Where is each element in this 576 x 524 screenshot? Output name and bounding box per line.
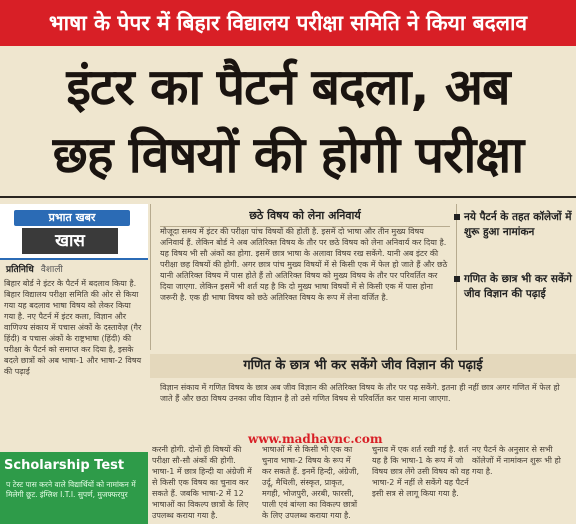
lower-column-2: भाषाओं में से किसी भी एक का चुनाव भाषा-2 विषय के रूप में कर सकते हैं. इनमें हिन्दी, अंग्रेजी, उर्दू, मैथिली, संस्कृत, प्राकृत, मगही, भोजपुरी, अरबी, फारसी, पाली एवं बांग्ला का विकल्प छात्रों के लिए उपलब्ध कराया गया है. (262, 445, 360, 520)
box-heading: छठे विषय को लेना अनिवार्य (160, 208, 450, 227)
watermark-url: www.madhavnc.com (248, 432, 383, 446)
callout-text: गणित के छात्र भी कर सकेंगे जीव विज्ञान की पढ़ाई (464, 273, 572, 300)
headline-divider (0, 196, 576, 198)
masthead-block (0, 204, 148, 260)
lower-column-4: नए पैटर्न के अनुसार से सभी कॉलेजों में नामांकन शुरू भी हो गया है. (472, 445, 561, 476)
column-rule-left (150, 204, 151, 350)
kicker-banner: भाषा के पेपर में बिहार विद्यालय परीक्षा समिति ने किया बदलाव (0, 0, 576, 46)
promo-text: प टेस्ट पास करने वाले विद्यार्थियों को नामांकन में मिलेगी छूट. इंग्लिश I.T.I. सुपर्ण, मुजफ्फरपुर (6, 480, 136, 499)
lower-column-1: करनी होगी. दोनों ही विषयों की परीक्षा सौ-सौ अंकों की होगी. भाषा-1 में छात्र हिन्दी या अंग्रेजी में से किसी एक विषय का चुनाव कर सकते हैं. जबकि भाषा-2 में 12 भाषाओं का विकल्प छात्रों के लिए उपलब्ध कराया गया है. (152, 445, 252, 520)
byline (6, 262, 63, 275)
bullet-icon (454, 214, 460, 220)
callout-text: नये पैटर्न के तहत कॉलेजों में शुरू हुआ नामांकन (464, 211, 572, 238)
sub-section-heading: गणित के छात्र भी कर सकेंगे जीव विज्ञान की पढ़ाई (150, 354, 576, 378)
box-body-text: मौजूदा समय में इंटर की परीक्षा पांच विषयों की होती है. इसमें दो भाषा और तीन मुख्य विषय अनिवार्य हैं. लेकिन बोर्ड ने अब अतिरिक्त विषय के तौर पर छठे विषय को लेना अनिवार्य कर दिया है. यह विषय भी सौ अंकों का होगा. इसमें छात्र भाषा के अलावा विषय रख सकेंगे. यानी अब इंटर की परीक्षा छह विषयों की होगी. अगर छात्र पांच मुख्य विषयों में से किसी एक में फेल हो जाते हैं और छठे यानी अतिरिक्त विषय में पास होते हैं तो अतिरिक्त विषय को मुख्य विषय के तौर पर परिवर्तित कर दिया जाएगा. लेकिन इसमें भी शर्त यह है कि दो मुख्य भाषा विषयों में से किसी एक में पास होना जरूरी है. एक ही भाषा विषय को छठे अतिरिक्त विषय के रूप में लेना वर्जित है. (160, 227, 448, 302)
lower-column-3: चुनाव में एक शर्त रखी गई है. शर्त यह है कि भाषा-1 के रूप में जो विषय छात्र लेंगे उसी विषय को वह भाषा-2 में नहीं ले सकेंगे यह पैटर्न इसी सत्र से लागू किया गया है. (372, 445, 470, 498)
callout-admission (464, 210, 572, 240)
headline-line-2: छह विषयों की होगी परीक्षा (52, 126, 524, 184)
callout-maths-biology (464, 272, 572, 302)
masthead-logo: प्रभात खबर (14, 210, 130, 226)
left-column-text: बिहार बोर्ड ने इंटर के पैटर्न में बदलाव किया है. बिहार विद्यालय परीक्षा समिति की ओर से किया गया यह बदलाव भाषा विषय को लेकर किया गया है. नए पैटर्न में इंटर कला, विज्ञान और वाणिज्य संकाय में पचास अंकों के दस्तावेज़ (गैर हिंदी) व पचास अंकों के राष्ट्रभाषा (हिंदी) की परीक्षा के पैटर्न को समाप्त कर दिया है, इसके बदले छात्रों को अब भाषा-1 और भाषा-2 विषय की पढ़ाई (4, 279, 142, 376)
byline-place: वैशाली (40, 265, 63, 275)
scholarship-promo (0, 452, 148, 524)
sub-section-body: विज्ञान संकाय में गणित विषय के छात्र अब जीव विज्ञान की अतिरिक्त विषय के तौर पर पढ़ सकेंगे. इतना ही नहीं छात्र अगर गणित में फेल हो जाते हैं और छठा विषय उनका जीव विज्ञान है तो उसे गणित विषय से परिवर्तित कर पास माना जाएगा. (160, 383, 560, 403)
headline-line-1: इंटर का पैटर्न बदला, अब (66, 58, 510, 116)
masthead-sub-label: खास (22, 228, 118, 254)
promo-title: Scholarship Test (4, 458, 125, 473)
bullet-icon (454, 276, 460, 282)
byline-author: प्रतिनिधि (6, 265, 34, 275)
